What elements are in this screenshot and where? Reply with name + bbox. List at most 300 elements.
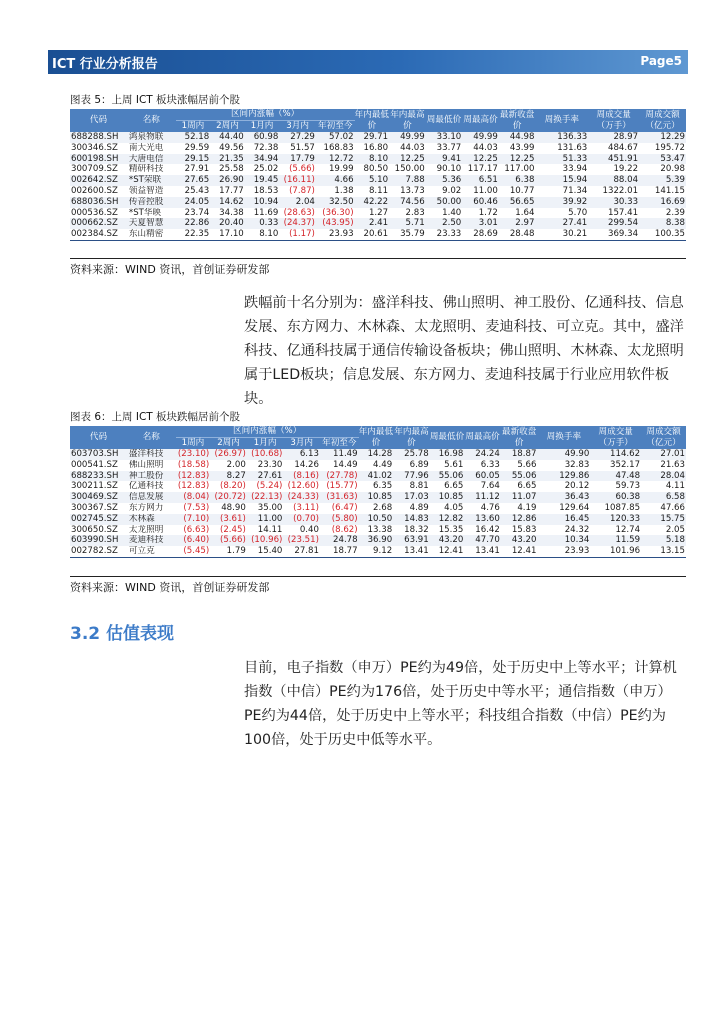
value-cell: (26.97)	[210, 449, 247, 460]
value-cell: (27.78)	[320, 471, 359, 482]
value-cell: 34.94	[245, 154, 280, 165]
stock-code-cell: 300346.SZ	[71, 142, 118, 153]
value-cell: (1.17)	[279, 229, 316, 240]
value-cell: 7.88	[389, 175, 426, 186]
value-cell: 6.51	[462, 175, 499, 186]
value-cell: 20.40	[210, 218, 245, 229]
col-header: 2周内	[210, 121, 245, 133]
value-cell: 60.46	[462, 197, 499, 208]
value-cell: 101.96	[590, 546, 641, 557]
value-cell: 13.73	[400, 185, 425, 196]
value-cell: 20.98	[660, 164, 685, 175]
value-cell: 6.89	[409, 459, 429, 470]
stock-name-cell: 盛洋科技	[127, 449, 176, 460]
value-cell: 9.41	[426, 154, 463, 165]
table1-source: 资料来源：WIND 资讯，首创证券研发部	[70, 263, 270, 276]
stock-code-cell: 300367.SZ	[71, 502, 118, 513]
col-header: 名称	[127, 426, 176, 449]
table-row	[70, 175, 686, 186]
section-title: 3.2 估值表现	[70, 624, 175, 644]
value-cell: 32.50	[316, 197, 355, 208]
value-cell: 18.32	[404, 524, 429, 535]
value-cell: 28.97	[588, 132, 639, 143]
value-cell: (7.10)	[176, 514, 211, 525]
value-cell: 14.26	[294, 459, 319, 470]
col-header: 周最低价	[426, 109, 463, 132]
value-cell: 484.67	[608, 142, 639, 153]
value-cell: (24.33)	[283, 492, 320, 503]
value-cell: 13.41	[464, 546, 501, 557]
value-cell: 77.96	[393, 471, 430, 482]
value-cell: 22.35	[176, 229, 211, 240]
value-cell: 5.36	[426, 175, 463, 186]
decliners-table	[70, 426, 686, 558]
value-cell: 49.99	[462, 132, 499, 143]
value-cell: 21.63	[660, 459, 685, 470]
value-cell: 100.35	[639, 229, 686, 240]
value-cell: (6.63)	[183, 524, 210, 535]
value-cell: 136.33	[535, 132, 588, 143]
value-cell: 27.41	[535, 218, 588, 229]
gainers-table	[70, 109, 686, 241]
value-cell: (10.68)	[247, 449, 284, 460]
value-cell: 35.79	[389, 229, 426, 240]
value-cell: (8.16)	[283, 471, 320, 482]
value-cell: (3.11)	[293, 502, 319, 513]
value-cell: 27.65	[176, 175, 211, 186]
value-cell: 60.98	[245, 132, 280, 143]
value-cell: 10.94	[245, 197, 280, 208]
value-cell: 11.07	[501, 492, 538, 503]
value-cell: 6.38	[499, 175, 536, 186]
value-cell: 5.10	[355, 175, 390, 186]
value-cell: (6.40)	[176, 535, 211, 546]
value-cell: 8.10	[245, 229, 280, 240]
stock-code-cell: 603990.SH	[70, 535, 127, 546]
col-header: 年内最高价	[394, 426, 429, 448]
col-header: 年初至今	[316, 121, 355, 133]
value-cell: 14.62	[210, 197, 245, 208]
value-cell: 1.38	[334, 185, 354, 196]
value-cell: 57.02	[316, 132, 355, 143]
value-cell: 13.60	[464, 514, 501, 525]
table-row	[70, 164, 686, 175]
value-cell: (36.30)	[322, 207, 354, 218]
value-cell: 24.05	[176, 197, 211, 208]
value-cell: 23.74	[184, 207, 210, 218]
value-cell: 150.00	[394, 164, 425, 175]
value-cell: 51.57	[290, 142, 315, 153]
value-cell: 168.83	[323, 142, 354, 153]
value-cell: (3.61)	[210, 514, 247, 525]
value-cell: (0.70)	[283, 514, 320, 525]
value-cell: 299.54	[588, 218, 639, 229]
stock-code-cell: 000662.SZ	[70, 218, 127, 229]
value-cell: (28.63)	[283, 207, 315, 218]
value-cell: 33.10	[426, 132, 463, 143]
value-cell: (12.83)	[176, 471, 211, 482]
value-cell: 35.00	[257, 502, 283, 513]
value-cell: 25.78	[393, 449, 430, 460]
value-cell: 8.11	[368, 185, 389, 196]
value-cell: 11.12	[464, 492, 501, 503]
value-cell: 15.75	[641, 514, 686, 525]
stock-name-cell: 东山精密	[127, 229, 176, 240]
stock-code-cell: 002384.SZ	[70, 229, 127, 240]
value-cell: 56.65	[499, 197, 536, 208]
col-header: 年初至今	[320, 438, 359, 450]
value-cell: 6.33	[480, 459, 500, 470]
value-cell: (8.62)	[331, 524, 358, 535]
col-header: 最新收盘价	[499, 109, 535, 131]
value-cell: 17.10	[210, 229, 245, 240]
value-cell: 63.91	[393, 535, 430, 546]
value-cell: 72.38	[253, 142, 279, 153]
value-cell: 3.01	[462, 218, 499, 229]
stock-name-cell: 东方网力	[128, 502, 164, 513]
value-cell: 90.10	[436, 164, 462, 175]
stock-code-cell: 000541.SZ	[71, 459, 118, 470]
stock-code-cell: 002642.SZ	[70, 175, 127, 186]
value-cell: 2.04	[279, 197, 316, 208]
value-cell: (43.95)	[316, 218, 355, 229]
value-cell: 8.10	[355, 154, 390, 165]
value-cell: 48.90	[221, 502, 246, 513]
value-cell: (23.10)	[176, 449, 211, 460]
value-cell: 60.38	[590, 492, 641, 503]
value-cell: (7.53)	[183, 502, 210, 513]
table-row	[70, 449, 686, 460]
value-cell: 16.69	[639, 197, 686, 208]
stock-code-cell: 600198.SH	[70, 154, 127, 165]
value-cell: 22.86	[176, 218, 211, 229]
source-divider	[70, 576, 686, 577]
table-row	[70, 503, 686, 514]
value-cell: (24.37)	[279, 218, 316, 229]
value-cell: 157.41	[608, 207, 639, 218]
stock-code-cell: 300469.SZ	[70, 492, 127, 503]
value-cell: 12.86	[501, 514, 538, 525]
value-cell: 2.05	[665, 524, 685, 535]
value-cell: 42.22	[355, 197, 390, 208]
stock-code-cell: 300650.SZ	[71, 524, 118, 535]
value-cell: 13.15	[641, 546, 686, 557]
col-header: 周最高价	[464, 426, 501, 449]
table-row	[70, 481, 686, 492]
value-cell: 8.38	[639, 218, 686, 229]
stock-code-cell: 002745.SZ	[70, 514, 127, 525]
value-cell: (23.51)	[283, 535, 320, 546]
value-cell: 29.15	[176, 154, 211, 165]
stock-name-cell: *ST华映	[128, 207, 162, 218]
value-cell: 9.12	[359, 546, 394, 557]
stock-name-cell: 可立克	[127, 546, 176, 557]
value-cell: 10.77	[509, 185, 535, 196]
col-header: 1月内	[245, 121, 280, 133]
value-cell: 8.81	[409, 481, 429, 492]
value-cell: 5.39	[639, 175, 686, 186]
paragraph-text: 跌幅前十名分别为：盛洋科技、佛山照明、神工股份、亿通科技、信息发展、东方网力、木林森、太龙照明、麦迪科技、可立克。其中，盛洋科技、亿通科技属于通信传输设备板块；佛山照明、木林森、太龙照明属于LED板块；信息发展、东方网力、麦迪科技属于行业应用软件板块。	[244, 295, 684, 407]
value-cell: 7.64	[480, 481, 500, 492]
value-cell: 6.65	[517, 481, 537, 492]
value-cell: 0.33	[245, 218, 280, 229]
col-header: 周成交量（万手）	[590, 426, 641, 449]
value-cell: (5.45)	[176, 546, 211, 557]
col-header: 周成交量（万手）	[588, 109, 639, 132]
value-cell: 28.04	[641, 471, 686, 482]
col-header: 代码	[70, 426, 127, 449]
value-cell: 47.66	[660, 502, 685, 513]
value-cell: 23.30	[257, 459, 283, 470]
value-cell: 32.83	[564, 459, 590, 470]
value-cell: 11.69	[253, 207, 279, 218]
value-cell: (20.72)	[210, 492, 247, 503]
value-cell: (16.11)	[279, 175, 316, 186]
value-cell: 15.40	[247, 546, 284, 557]
value-cell: 49.56	[219, 142, 244, 153]
value-cell: 43.99	[509, 142, 535, 153]
value-cell: 50.00	[426, 197, 463, 208]
table-row	[70, 143, 686, 154]
value-cell: 1.40	[442, 207, 462, 218]
value-cell: 16.45	[537, 514, 590, 525]
value-cell: 5.71	[389, 218, 426, 229]
value-cell: (5.66)	[210, 535, 247, 546]
stock-name-cell: 天夏智慧	[127, 218, 176, 229]
table-row	[70, 154, 686, 165]
value-cell: 55.06	[501, 471, 538, 482]
col-header: 周成交额（亿元）	[641, 426, 686, 449]
value-cell: 5.61	[444, 459, 464, 470]
value-cell: 0.40	[299, 524, 319, 535]
value-cell: 88.04	[588, 175, 639, 186]
value-cell: 1.79	[210, 546, 247, 557]
table1-caption: 图表 5：上周 ICT 板块涨幅居前个股	[70, 94, 241, 106]
value-cell: 74.56	[389, 197, 426, 208]
stock-code-cell: 688233.SH	[70, 471, 127, 482]
value-cell: (8.04)	[176, 492, 211, 503]
stock-code-cell: 688036.SH	[70, 197, 127, 208]
stock-code-cell: 300211.SZ	[71, 481, 118, 492]
value-cell: 41.02	[359, 471, 394, 482]
value-cell: 451.91	[588, 154, 639, 165]
value-cell: 60.05	[464, 471, 501, 482]
stock-code-cell: 300709.SZ	[71, 164, 118, 175]
value-cell: (8.20)	[219, 481, 246, 492]
value-cell: 10.34	[537, 535, 590, 546]
value-cell: (5.24)	[256, 481, 283, 492]
value-cell: 33.77	[436, 142, 462, 153]
value-cell: 13.41	[393, 546, 430, 557]
value-cell: 129.64	[559, 502, 590, 513]
value-cell: 1087.85	[604, 502, 641, 513]
source-divider	[70, 258, 686, 259]
value-cell: 43.20	[501, 535, 538, 546]
value-cell: 19.22	[613, 164, 639, 175]
col-header: 1周内	[176, 438, 211, 450]
value-cell: 34.38	[219, 207, 244, 218]
value-cell: 1.27	[368, 207, 389, 218]
col-header: 3月内	[279, 121, 316, 133]
value-cell: 29.71	[355, 132, 390, 143]
value-cell: 2.50	[426, 218, 463, 229]
col-header: 周成交额（亿元）	[639, 109, 686, 132]
value-cell: 352.17	[610, 459, 641, 470]
value-cell: 14.49	[333, 459, 358, 470]
value-cell: 129.86	[537, 471, 590, 482]
value-cell: 27.61	[247, 471, 284, 482]
value-cell: 13.38	[367, 524, 393, 535]
value-cell: 23.93	[537, 546, 590, 557]
stock-name-cell: 麦迪科技	[127, 535, 176, 546]
col-header: 年内最高价	[390, 109, 425, 131]
value-cell: 20.12	[564, 481, 590, 492]
decliners-summary-paragraph	[244, 291, 686, 411]
value-cell: 15.35	[438, 524, 464, 535]
value-cell: 2.97	[499, 218, 536, 229]
stock-name-cell: 大唐电信	[127, 154, 176, 165]
value-cell: 5.66	[517, 459, 537, 470]
col-header: 周最高价	[462, 109, 499, 132]
table-row	[70, 525, 686, 536]
value-cell: 6.35	[373, 481, 393, 492]
value-cell: 12.25	[462, 154, 499, 165]
value-cell: 4.66	[316, 175, 355, 186]
value-cell: 12.74	[615, 524, 641, 535]
value-cell: 11.59	[590, 535, 641, 546]
value-cell: 10.85	[430, 492, 465, 503]
value-cell: 30.21	[535, 229, 588, 240]
value-cell: 14.11	[257, 524, 283, 535]
value-cell: 2.39	[665, 207, 685, 218]
value-cell: 12.25	[499, 154, 536, 165]
value-cell: 4.05	[444, 502, 464, 513]
table-row	[70, 471, 686, 482]
col-header: 周换手率	[535, 109, 588, 132]
value-cell: 11.00	[473, 185, 498, 196]
value-cell: (12.60)	[287, 481, 319, 492]
value-cell: 51.33	[535, 154, 588, 165]
value-cell: 11.00	[247, 514, 284, 525]
stock-name-cell: 信息发展	[127, 492, 176, 503]
value-cell: 25.43	[184, 185, 210, 196]
value-cell: 39.92	[535, 197, 588, 208]
stock-name-cell: 南大光电	[128, 142, 164, 153]
value-cell: 14.28	[359, 449, 394, 460]
value-cell: 1322.01	[602, 185, 639, 196]
table-row	[70, 460, 686, 471]
value-cell: 55.06	[430, 471, 465, 482]
stock-name-cell: 木林森	[127, 514, 176, 525]
value-cell: 12.41	[501, 546, 538, 557]
value-cell: 36.43	[537, 492, 590, 503]
value-cell: 6.13	[283, 449, 320, 460]
value-cell: 117.00	[504, 164, 535, 175]
table2-caption: 图表 6：上周 ICT 板块跌幅居前个股	[70, 411, 241, 423]
value-cell: 21.35	[210, 154, 245, 165]
value-cell: 9.02	[442, 185, 462, 196]
valuation-paragraph	[244, 656, 686, 752]
stock-name-cell: 佛山照明	[128, 459, 164, 470]
col-header: 年内最低价	[354, 109, 390, 131]
value-cell: 23.93	[316, 229, 355, 240]
value-cell: 24.24	[464, 449, 501, 460]
value-cell: 114.62	[590, 449, 641, 460]
value-cell: 4.49	[373, 459, 393, 470]
value-cell: (15.77)	[326, 481, 358, 492]
value-cell: 11.49	[320, 449, 359, 460]
value-cell: 20.61	[355, 229, 390, 240]
stock-name-cell: 领益智造	[128, 185, 164, 196]
value-cell: 2.41	[355, 218, 390, 229]
value-cell: 16.80	[363, 142, 389, 153]
value-cell: 18.87	[501, 449, 538, 460]
value-cell: 18.77	[320, 546, 359, 557]
stock-code-cell: 000536.SZ	[71, 207, 118, 218]
stock-name-cell: 传音控股	[127, 197, 176, 208]
value-cell: 28.69	[462, 229, 499, 240]
page-number: Page5	[640, 54, 682, 68]
value-cell: 12.41	[430, 546, 465, 557]
group-header: 区间内涨幅（%）	[176, 426, 359, 438]
table2-source: 资料来源：WIND 资讯，首创证券研发部	[70, 581, 270, 594]
stock-name-cell: 鸿泉物联	[127, 132, 176, 143]
value-cell: 12.29	[639, 132, 686, 143]
col-header: 代码	[70, 109, 127, 132]
col-header: 周换手率	[537, 426, 590, 449]
value-cell: 29.59	[184, 142, 210, 153]
value-cell: 43.20	[430, 535, 465, 546]
stock-code-cell: 688288.SH	[70, 132, 127, 143]
value-cell: 15.94	[535, 175, 588, 186]
value-cell: 12.72	[316, 154, 355, 165]
value-cell: 24.32	[564, 524, 590, 535]
value-cell: 195.72	[654, 142, 685, 153]
col-header: 1月内	[247, 438, 284, 450]
value-cell: 2.00	[226, 459, 246, 470]
paragraph-text: 目前，电子指数（申万）PE约为49倍，处于历史中上等水平；计算机指数（中信）PE约为176倍，处于历史中等水平；通信指数（申万）PE约为44倍，处于历史中上等水平；科技组合指数（中信）PE约为100倍，处于历史中低等水平。	[244, 660, 677, 748]
table-row	[70, 132, 686, 143]
value-cell: 4.76	[480, 502, 500, 513]
value-cell: (10.96)	[247, 535, 284, 546]
value-cell: 44.40	[210, 132, 245, 143]
value-cell: 27.01	[641, 449, 686, 460]
col-header: 3月内	[283, 438, 320, 450]
value-cell: 17.77	[219, 185, 244, 196]
stock-name-cell: 精研科技	[128, 164, 164, 175]
value-cell: 8.27	[210, 471, 247, 482]
value-cell: 47.48	[590, 471, 641, 482]
group-header: 区间内涨幅（%）	[176, 109, 355, 121]
value-cell: 5.18	[641, 535, 686, 546]
value-cell: 16.98	[430, 449, 465, 460]
stock-name-cell: *ST荣联	[127, 175, 176, 186]
report-header-bar	[48, 50, 688, 74]
table-row	[70, 208, 686, 219]
value-cell: (6.47)	[331, 502, 358, 513]
value-cell: 44.03	[473, 142, 498, 153]
value-cell: (31.63)	[320, 492, 359, 503]
value-cell: 1.64	[515, 207, 535, 218]
value-cell: 19.99	[328, 164, 354, 175]
value-cell: (18.58)	[177, 459, 210, 470]
table-row	[70, 186, 686, 197]
stock-code-cell: 002600.SZ	[71, 185, 118, 196]
value-cell: 49.90	[537, 449, 590, 460]
value-cell: 33.94	[562, 164, 588, 175]
value-cell: 44.03	[400, 142, 425, 153]
table-row	[70, 229, 686, 240]
